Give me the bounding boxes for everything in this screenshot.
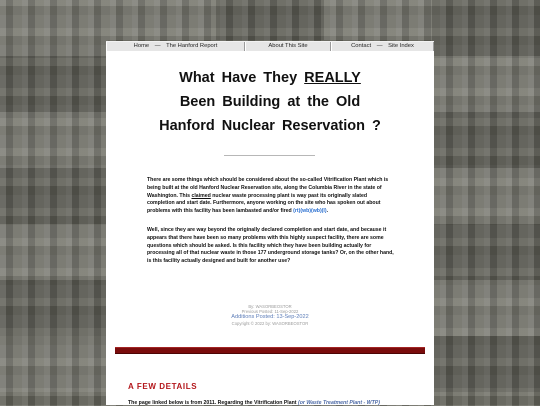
page-title-line-2: Been Building at the Old bbox=[179, 94, 361, 110]
intro-text: nuclear waste processing plant is way past its originally slated completion and start date. Furthermore, anyone working on the site who has spoken out about problems with this facility has been lambasted and/or fired bbox=[147, 192, 381, 215]
nav-separator: — bbox=[376, 43, 383, 49]
page-title-line-1 bbox=[106, 70, 434, 86]
intro-paragraph-1 bbox=[147, 177, 394, 216]
nav-segment-contact bbox=[331, 42, 434, 51]
nav-link-about[interactable]: About This Site bbox=[268, 43, 308, 49]
nav-link-home[interactable]: Home bbox=[133, 43, 150, 49]
author-byline: By: WASORBEOSTOR bbox=[248, 304, 292, 309]
intro-text: There are some things which should be considered about the so-called Vitrification Plant which is being built at the old Hanford Nuclear Reservation site, along the Columbia River in the state of Washington. This bbox=[147, 177, 389, 199]
details-italic-note: (or Waste Treatment Plant - WTP) bbox=[297, 400, 380, 406]
section-heading: A FEW DETAILS bbox=[128, 382, 198, 391]
nav-link-site-index[interactable]: Site Index bbox=[388, 43, 414, 49]
details-intro-text bbox=[128, 400, 418, 406]
source-links[interactable]: (rt)(wb)(wb)(l) bbox=[293, 208, 327, 215]
nav-link-hanford-report[interactable]: The Hanford Report bbox=[166, 43, 218, 49]
copyright-notice: Copyright © 2022 by: WASORBEOSTOR bbox=[231, 321, 309, 326]
intro-text: . bbox=[326, 208, 329, 215]
nav-segment-home bbox=[106, 42, 245, 51]
page-title-line-3: Hanford Nuclear Reservation ? bbox=[159, 118, 381, 134]
content-panel bbox=[106, 51, 434, 405]
previous-posted-date: Previous Posted: 11-Sep-2022 bbox=[241, 309, 299, 314]
divider bbox=[224, 155, 315, 156]
nav-segment-about bbox=[245, 42, 331, 51]
title-text: What Have They bbox=[179, 70, 298, 86]
nav-separator: — bbox=[154, 43, 161, 49]
intro-paragraph-2: Well, since they are way beyond the originally declared completion and start date, and because it appears that there have been so many problems with this highly suspect facility, there are some questions which should be asked. Is this facility which they have been building actually for processing all of that nuclear waste in those 177 underground storage tanks? Or, on the other hand, is this facility actually designed and built for another use? bbox=[147, 227, 394, 265]
section-divider-bar bbox=[115, 347, 425, 354]
nav-link-contact[interactable]: Contact bbox=[351, 43, 372, 49]
details-text: The page linked below is from 2011. Regarding the Vitrification Plant bbox=[128, 400, 298, 406]
additions-posted-date: Additions Posted: 13-Sep-2022 bbox=[231, 314, 309, 320]
title-emphasis: REALLY bbox=[304, 70, 361, 86]
claimed-word: claimed bbox=[191, 192, 211, 199]
